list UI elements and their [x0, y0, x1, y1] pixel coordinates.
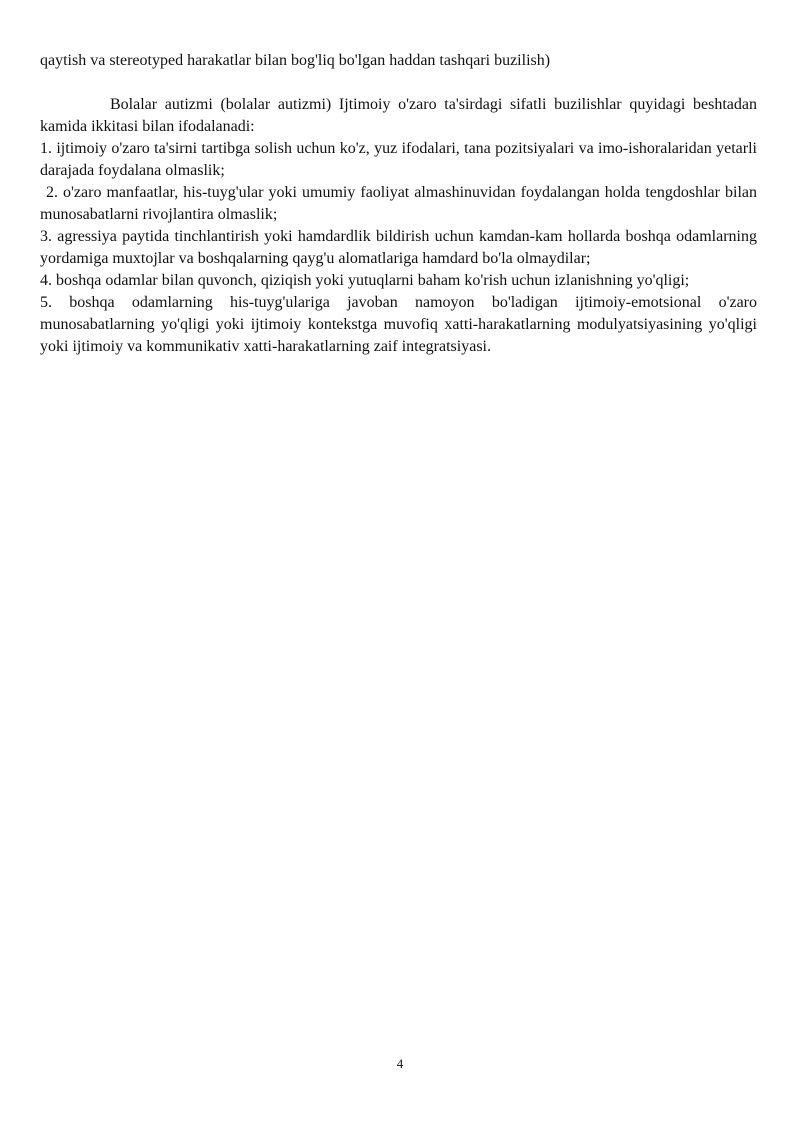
list-item-2: 2. o'zaro manfaatlar, his-tuyg'ular yoki umumiy faoliyat almashinuvidan foydalangan holda tengdoshlar bilan munosabatlarni rivojlantira olmaslik; [40, 184, 757, 223]
list-item-5: 5. boshqa odamlarning his-tuyg'ulariga javoban namoyon bo'ladigan ijtimoiy-emotsional o'zaro munosabatlarning yo'qligi yoki ijtimoiy kontekstga muvofiq xatti-harakatlarning modulyatsiyasining yo'qligi yoki ijtimoiy va kommunikativ xatti-harakatlarning zaif integratsiyasi. [40, 294, 757, 355]
list-item-1: 1. ijtimoiy o'zaro ta'sirni tartibga solish uchun ko'z, yuz ifodalari, tana pozitsiyalari va imo-ishoralaridan yetarli darajada foydalana olmaslik; [40, 140, 757, 179]
document-body [40, 50, 757, 358]
page-number: 4 [396, 1056, 404, 1071]
continuation-line: qaytish va stereotyped harakatlar bilan bog'liq bo'lgan haddan tashqari buzilish) [40, 52, 551, 69]
list-item-3: 3. agressiya paytida tinchlantirish yoki hamdardlik bildirish uchun kamdan-kam hollarda boshqa odamlarning yordamiga muxtojlar va boshqalarning qayg'u alomatlariga hamdard bo'la olmaydilar; [40, 228, 757, 267]
intro-paragraph: Bolalar autizmi (bolalar autizmi) Ijtimoiy o'zaro ta'sirdagi sifatli buzilishlar quyidagi beshtadan kamida ikkitasi bilan ifodalanadi: [40, 96, 757, 135]
list-item-4: 4. boshqa odamlar bilan quvonch, qiziqish yoki yutuqlarni baham ko'rish uchun izlanishning yo'qligi; [40, 272, 690, 289]
